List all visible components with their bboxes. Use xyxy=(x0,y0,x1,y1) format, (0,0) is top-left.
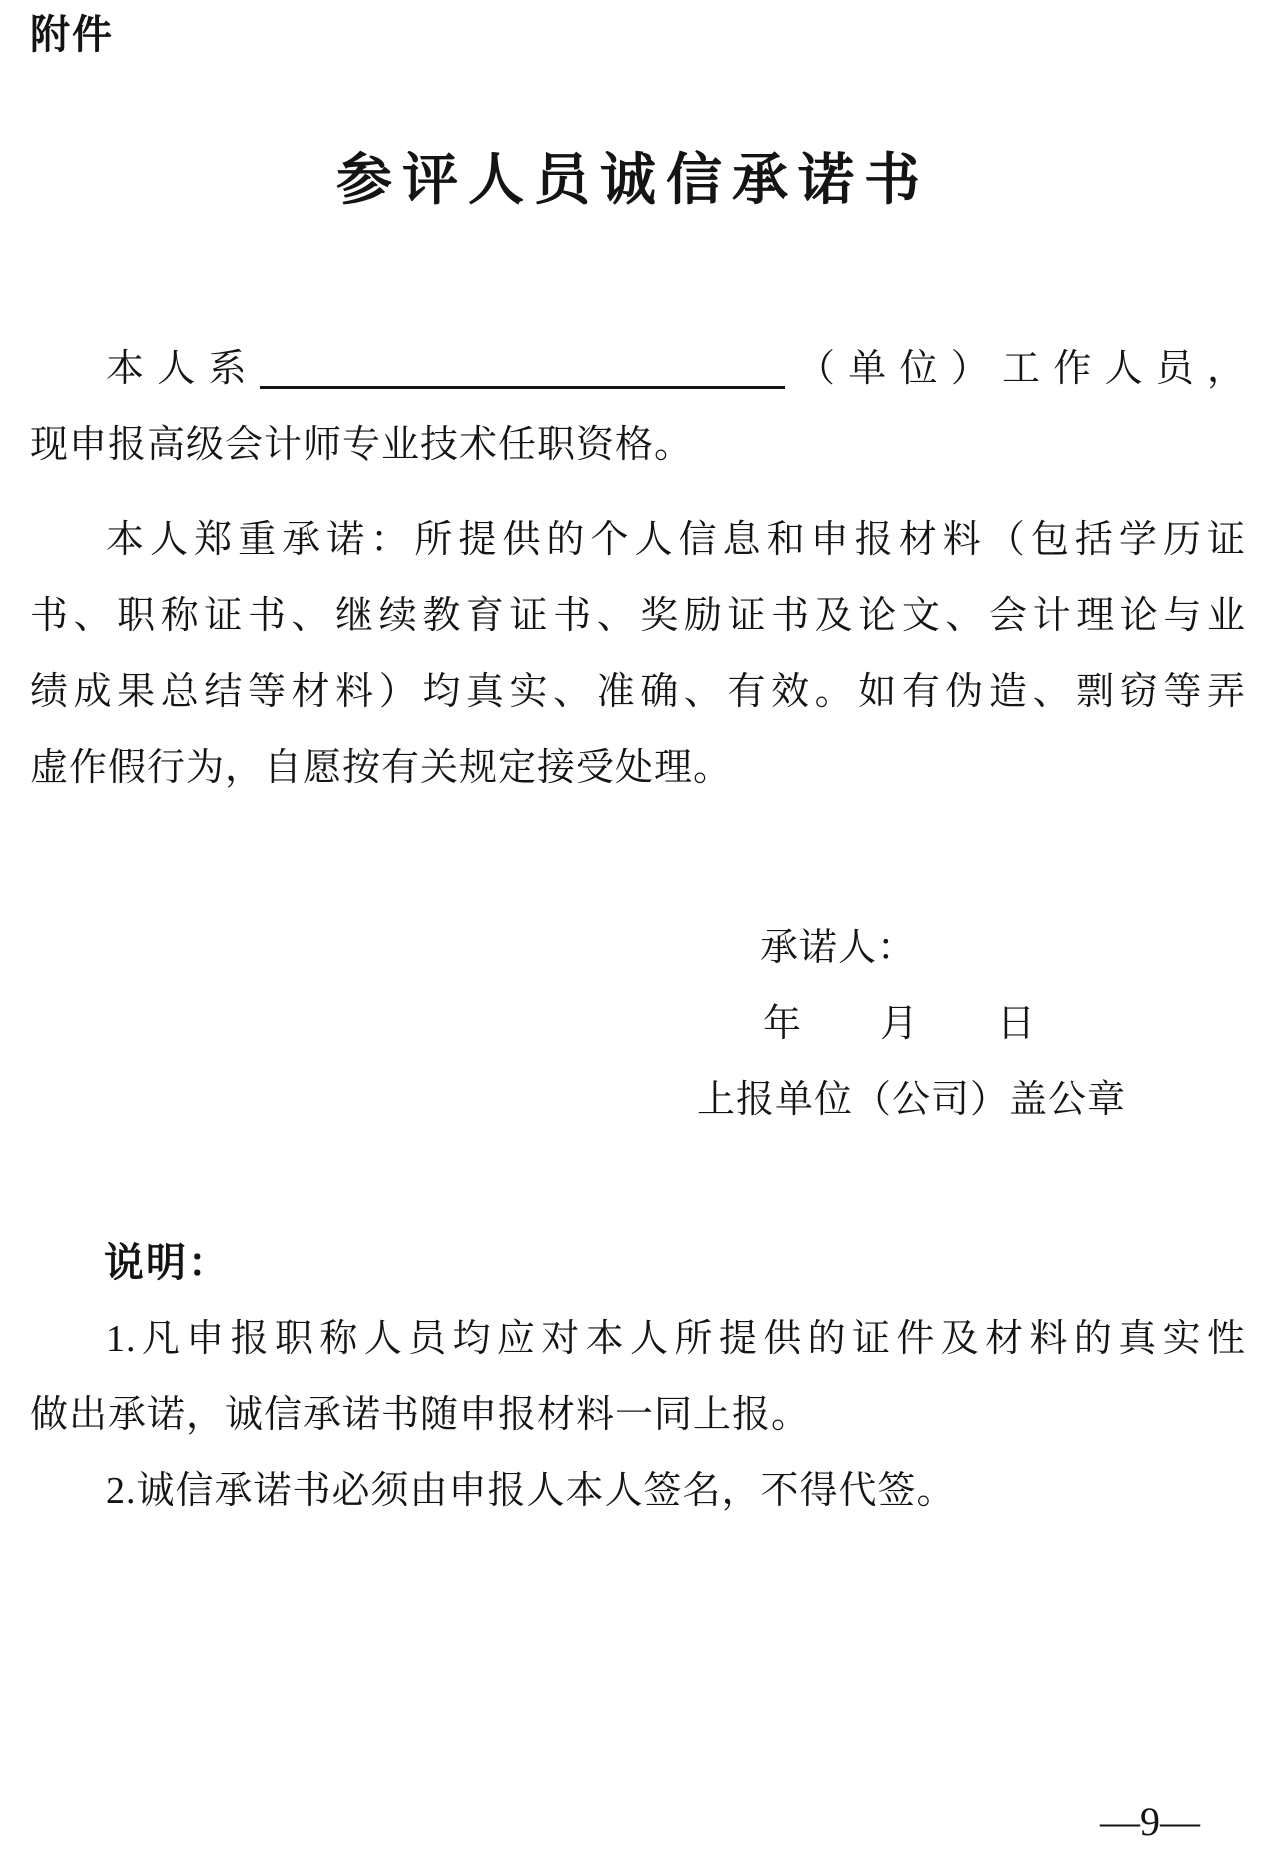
note-item-1-line: 做出承诺，诚信承诺书随申报材料一同上报。 xyxy=(30,1394,811,1436)
promiser-label: 承诺人： xyxy=(760,927,917,969)
document-body xyxy=(30,331,1246,806)
intro-line-2: 现申报高级会计师专业技术任职资格。 xyxy=(30,424,694,466)
signature-block xyxy=(30,910,1266,1138)
intro-unit-suffix: （单位）工作人员， xyxy=(784,348,1246,390)
pledge-paragraph-line: 虚作假行为，自愿按有关规定接受处理。 xyxy=(30,747,733,789)
notes-section xyxy=(30,1225,1246,1529)
unit-name-blank-field xyxy=(260,352,785,389)
page-number: —9— xyxy=(1100,1799,1200,1844)
page-title: 参评人员诚信承诺书 xyxy=(336,150,930,212)
pledge-paragraph-line: 本人郑重承诺：所提供的个人信息和申报材料（包括学历证 xyxy=(106,519,1246,561)
date-line: 年 月 日 xyxy=(763,1003,1037,1045)
intro-line-1 xyxy=(30,331,1246,407)
stamp-line: 上报单位（公司）盖公章 xyxy=(697,1079,1127,1121)
note-item-1-line: 1.凡申报职称人员均应对本人所提供的证件及材料的真实性 xyxy=(106,1318,1246,1360)
intro-prefix: 本人系 xyxy=(106,348,260,390)
pledge-paragraph-line: 书、职称证书、继续教育证书、奖励证书及论文、会计理论与业 xyxy=(30,595,1246,637)
notes-heading: 说明： xyxy=(104,1241,230,1285)
attachment-label: 附件 xyxy=(30,13,114,57)
note-item-2: 2.诚信承诺书必须由申报人本人签名，不得代签。 xyxy=(106,1470,956,1512)
pledge-paragraph-line: 绩成果总结等材料）均真实、准确、有效。如有伪造、剽窃等弄 xyxy=(30,671,1246,713)
